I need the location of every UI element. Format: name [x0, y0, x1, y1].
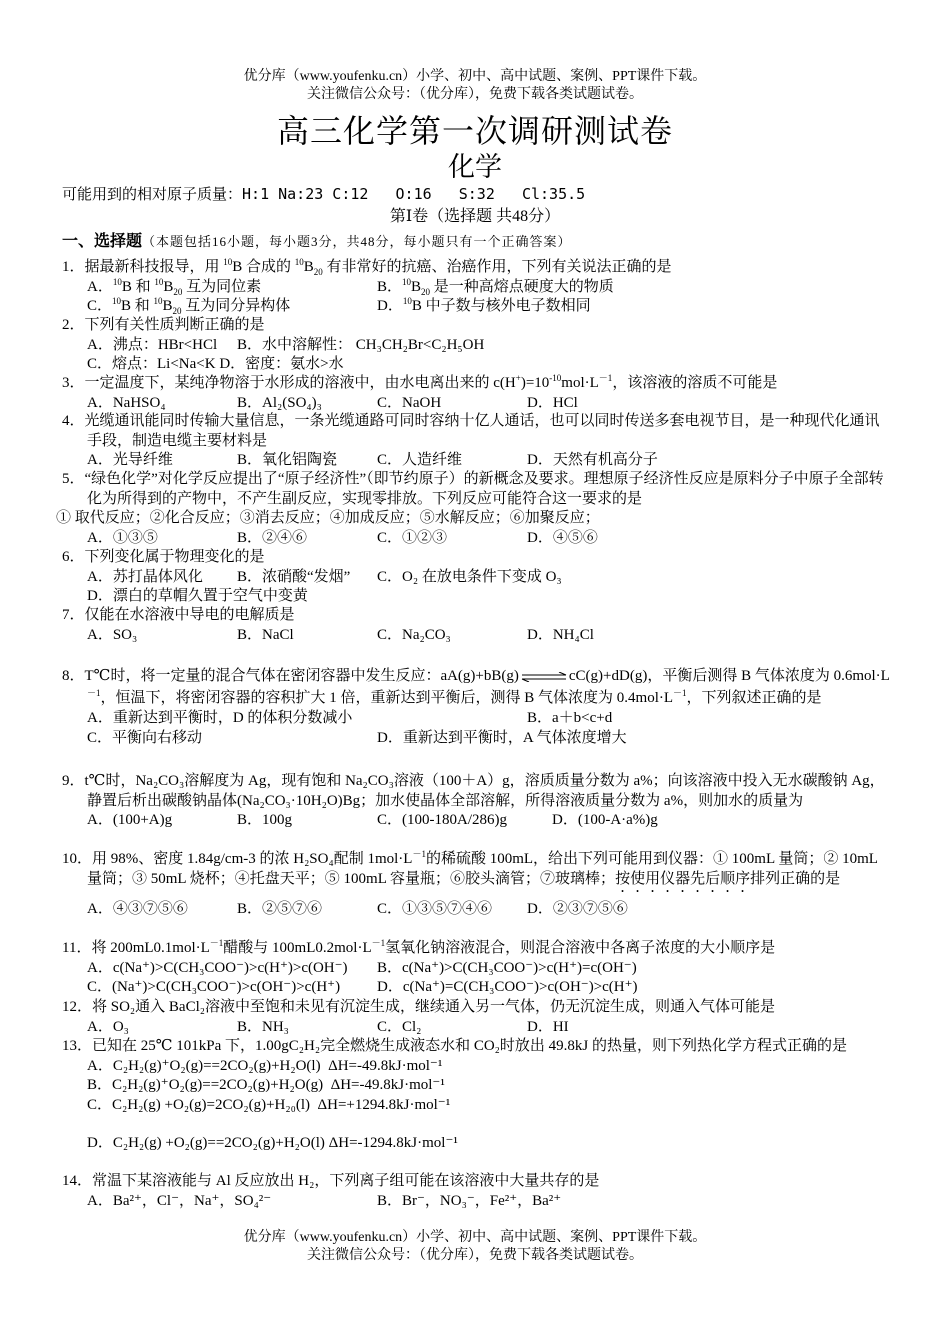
option-a: A．NaHSO₄ [87, 394, 166, 411]
option-a: A．Ba²⁺，Cl⁻，Na⁺，SO₄²⁻ [87, 1192, 272, 1209]
header-line-2: 关注微信公众号：（优分库），免费下载各类试题试卷。 [307, 87, 643, 102]
option-b: B．氧化铝陶瓷 [237, 452, 338, 468]
option-a: A．c(Na⁺)>C(CH₃COO⁻)>c(H⁺)>c(OH⁻) [87, 959, 348, 976]
option-d: D．②③⑦⑤⑥ [527, 900, 628, 917]
question-stem: 11．将 $200mL0.1mol\cdot L^{-1}$醋酸与 $100mL0.2mol\cdot L^{-1}$氢氧化钠溶液混合，则混合溶液中各离子浓度的大小顺序是 [62, 938, 776, 956]
option-d: D．HI [527, 1018, 569, 1035]
option-c: C．(Na⁺)>C(CH₃COO⁻)>c(OH⁻)>c(H⁺) [87, 979, 341, 995]
question-stem: 8．T℃时，将一定量的混合气体在密闭容器中发生反应：aA(g)+bB(g) cC(g)+dD(g)，平衡后测得 B 气体浓度为 $0.6mol\cdot L^{-1}$，恒温下，将密闭容器的容积扩大 1 倍，重新达到平衡后，测得 B 气体浓度为 $0.4mol\cdot L^{-1}$，下列叙述正确的是 [62, 668, 890, 706]
question-stem: 3．一定温度下，某纯净物溶于水形成的溶液中，由水电离出来的 $c(H^+)=10^{-10}mol\cdot L^{-1}$，该溶液的溶质不可能是 [62, 373, 778, 391]
option-c: C．平衡向右移动 [87, 729, 203, 746]
question-stem: 14．常温下某溶液能与 Al 反应放出 H₂，下列离子组可能在该溶液中大量共存的是 [62, 1173, 600, 1189]
option-d: D．HCl [527, 394, 578, 411]
option-b: B．水中溶解性： CH₃CH₂Br<C₂H₅OH [237, 336, 485, 353]
question-11 [62, 939, 892, 998]
part-title: 第Ⅰ卷（选择题 共48分） [389, 208, 561, 225]
option-c: C．(100-180A/286)g [377, 812, 507, 828]
question-4 [62, 412, 892, 471]
option-b: B．②⑤⑦⑥ [237, 900, 323, 917]
page-title: 高三化学第一次调研测试卷 [276, 113, 673, 149]
question-2 [62, 316, 892, 375]
question-stem: 1．据最新科技报导，用 $^{10}$B 合成的 $^{10}B_{20}$ 有非常好的抗癌、治癌作用，下列有关说法正确的是 [62, 257, 672, 277]
option-d: D．天然有机高分子 [527, 452, 658, 468]
option-c: C．①②③ [377, 529, 448, 546]
section-note: （本题包括16小题，每小题3分，共48分，每小题只有一个正确答案） [142, 234, 572, 249]
question-stem: 2．下列有关性质判断正确的是 [62, 317, 265, 333]
option-d: D．c(Na⁺)=C(CH₃COO⁻)>c(OH⁻)>c(H⁺) [377, 979, 638, 995]
option-d: D．漂白的草帽久置于空气中变黄 [87, 588, 308, 604]
equilibrium-arrow-icon [521, 672, 567, 682]
question-9 [62, 772, 892, 831]
option-c: C．C₂H₂(g) +O₂(g)=2CO₂(g)+H₂₀(l) ΔH=+1294.8kJ·mol⁻¹ [87, 1096, 451, 1113]
option-d: D．C₂H₂(g) +O₂(g)==2CO₂(g)+H₂O(l) ΔH=-1294.8kJ·mol⁻¹ [87, 1135, 458, 1151]
option-a: A．苏打晶体风化 [87, 568, 203, 585]
question-13 [62, 1037, 892, 1154]
question-14 [62, 1172, 892, 1211]
reaction-list: ① 取代反应；②化合反应；③消去反应；④加成反应；⑤水解反应；⑥加聚反应； [56, 510, 600, 526]
option-c: C．O₂ 在放电条件下变成 O₃ [377, 568, 562, 585]
question-6 [62, 548, 892, 607]
question-stem: 4．光缆通讯能同时传输大量信息，一条光缆通路可同时容纳十亿人通话，也可以同时传送多套电视节目，是一种现代化通讯手段，制造电缆主要材料是 [62, 413, 880, 449]
option-a: A．C₂H₂(g)⁺O₂(g)==2CO₂(g)+H₂O(l) ΔH=-49.8kJ·mol⁻¹ [87, 1057, 443, 1074]
option-b: B．浓硝酸“发烟” [237, 568, 351, 585]
option-c: C．NaOH [377, 394, 442, 411]
page-subtitle: 化学 [448, 152, 502, 182]
option-a: A．①③⑤ [87, 529, 158, 546]
option-b: B．②④⑥ [237, 529, 308, 546]
section-heading [62, 228, 572, 251]
question-stem: 12．将 SO₂通入 BaCl₂溶液中至饱和未见有沉淀生成，继续通入另一气体，仍无沉淀生成，则通入气体可能是 [62, 999, 775, 1015]
option-d: D．NH₄Cl [527, 626, 594, 643]
option-b: B．a＋b<c+d [527, 710, 613, 726]
option-a: A．$^{10}$B 和 $^{10}B_{20}$ 互为同位素 [87, 276, 262, 297]
question-stem: 13．已知在 25℃ 101kPa 下，1.00gC₂H₂完全燃烧生成液态水和 CO₂时放出 49.8kJ 的热量，则下列热化学方程式正确的是 [62, 1038, 847, 1054]
question-stem: 5．“绿色化学”对化学反应提出了“原子经济性”（即节约原子）的新概念及要求。理想原子经济性反应是原料分子中原子全部转化为所得到的产物中，不产生副反应，实现零排放。下列反应可能符合这一要求的是 [62, 471, 884, 507]
option-b: B．c(Na⁺)>C(CH₃COO⁻)>c(H⁺)=c(OH⁻) [377, 959, 637, 976]
option-b: B．C₂H₂(g)⁺O₂(g)==2CO₂(g)+H₂O(g) ΔH=-49.8kJ·mol⁻¹ [87, 1077, 445, 1093]
question-5 [56, 470, 892, 548]
option-a: A．(100+A)g [87, 812, 173, 828]
option-b: B．$^{10}B_{20}$ 是一种高熔点硬度大的物质 [377, 276, 614, 297]
question-8 [62, 665, 892, 748]
option-a: A．④③⑦⑤⑥ [87, 900, 188, 917]
question-10 [62, 850, 892, 919]
option-b: B．Br⁻，NO₃⁻，Fe²⁺，Ba²⁺ [377, 1192, 562, 1209]
question-stem: 10．用 98%、密度 1.84g/cm-3 的浓 H₂SO₄配制 $1mol\cdot L^{-1}$的稀硫酸 100mL，给出下列可能用到仪器：① 100mL 量筒；② 10mL 量筒；③ 50mL 烧杯；④托盘天平；⑤ 100mL 容量瓶；⑥胶头滴管；⑦玻璃棒；按使用仪器先后顺序排列正确的是 [62, 849, 878, 887]
option-d: D．$^{10}$B 中子数与核外电子数相同 [377, 296, 591, 314]
option-a: A．光导纤维 [87, 452, 173, 468]
option-a: A．重新达到平衡时，D 的体积分数减小 [87, 710, 353, 726]
option-d: D．重新达到平衡时，A 气体浓度增大 [377, 729, 627, 746]
option-b: B．NaCl [237, 626, 294, 643]
question-12 [62, 998, 892, 1037]
option-d: D．(100-A·a%)g [552, 812, 658, 828]
footer-line-2: 关注微信公众号：（优分库），免费下载各类试题试卷。 [307, 1248, 643, 1263]
question-stem: 6．下列变化属于物理变化的是 [62, 549, 265, 565]
atomic-masses: 可能用到的相对原子质量：H:1 Na:23 C:12 O:16 S:32 Cl:35.5 [62, 185, 586, 203]
option-b: B．100g [237, 812, 293, 828]
question-stem: 9．t℃时，Na₂CO₃溶解度为 Ag，现有饱和 Na₂CO₃溶液（100＋A）g，溶质质量分数为 a%；向该溶液中投入无水碳酸钠 Ag，静置后析出碳酸钠晶体(Na₂CO₃·10H₂O)Bg；加水使晶体全部溶解，所得溶液质量分数为 a%，则加水的质量为 [62, 773, 885, 809]
question-stem: 7．仅能在水溶液中导电的电解质是 [62, 607, 295, 623]
option-a: A．O₃ [87, 1018, 129, 1035]
question-1 [62, 258, 892, 317]
option-a: A．沸点：HBr<HCl [87, 336, 218, 353]
option-b: B．Al₂(SO₄)₃ [237, 394, 322, 411]
option-b: B．NH₃ [237, 1018, 289, 1035]
option-c: C．$^{10}$B 和 $^{10}B_{20}$ 互为同分异构体 [87, 296, 291, 316]
option-d: D．④⑤⑥ [527, 529, 598, 546]
footer-line-1: 优分库（www.youfenku.cn）小学、初中、高中试题、案例、PPT课件下载。 [243, 1230, 707, 1245]
header-line-1: 优分库（www.youfenku.cn）小学、初中、高中试题、案例、PPT课件下载。 [243, 69, 707, 84]
option-a: A．SO₃ [87, 626, 138, 643]
question-3 [62, 374, 892, 413]
question-7 [62, 606, 892, 645]
option-c: C．①③⑤⑦④⑥ [377, 900, 493, 917]
option-c: C．Cl₂ [377, 1018, 422, 1035]
option-d: D．密度：氨水>水 [219, 356, 344, 372]
option-c: C．人造纤维 [377, 452, 463, 468]
option-c: C．熔点：Li<Na<K [87, 356, 216, 372]
section-heading-label: 一、选择题 [62, 231, 143, 250]
option-c: C．Na₂CO₃ [377, 626, 451, 643]
